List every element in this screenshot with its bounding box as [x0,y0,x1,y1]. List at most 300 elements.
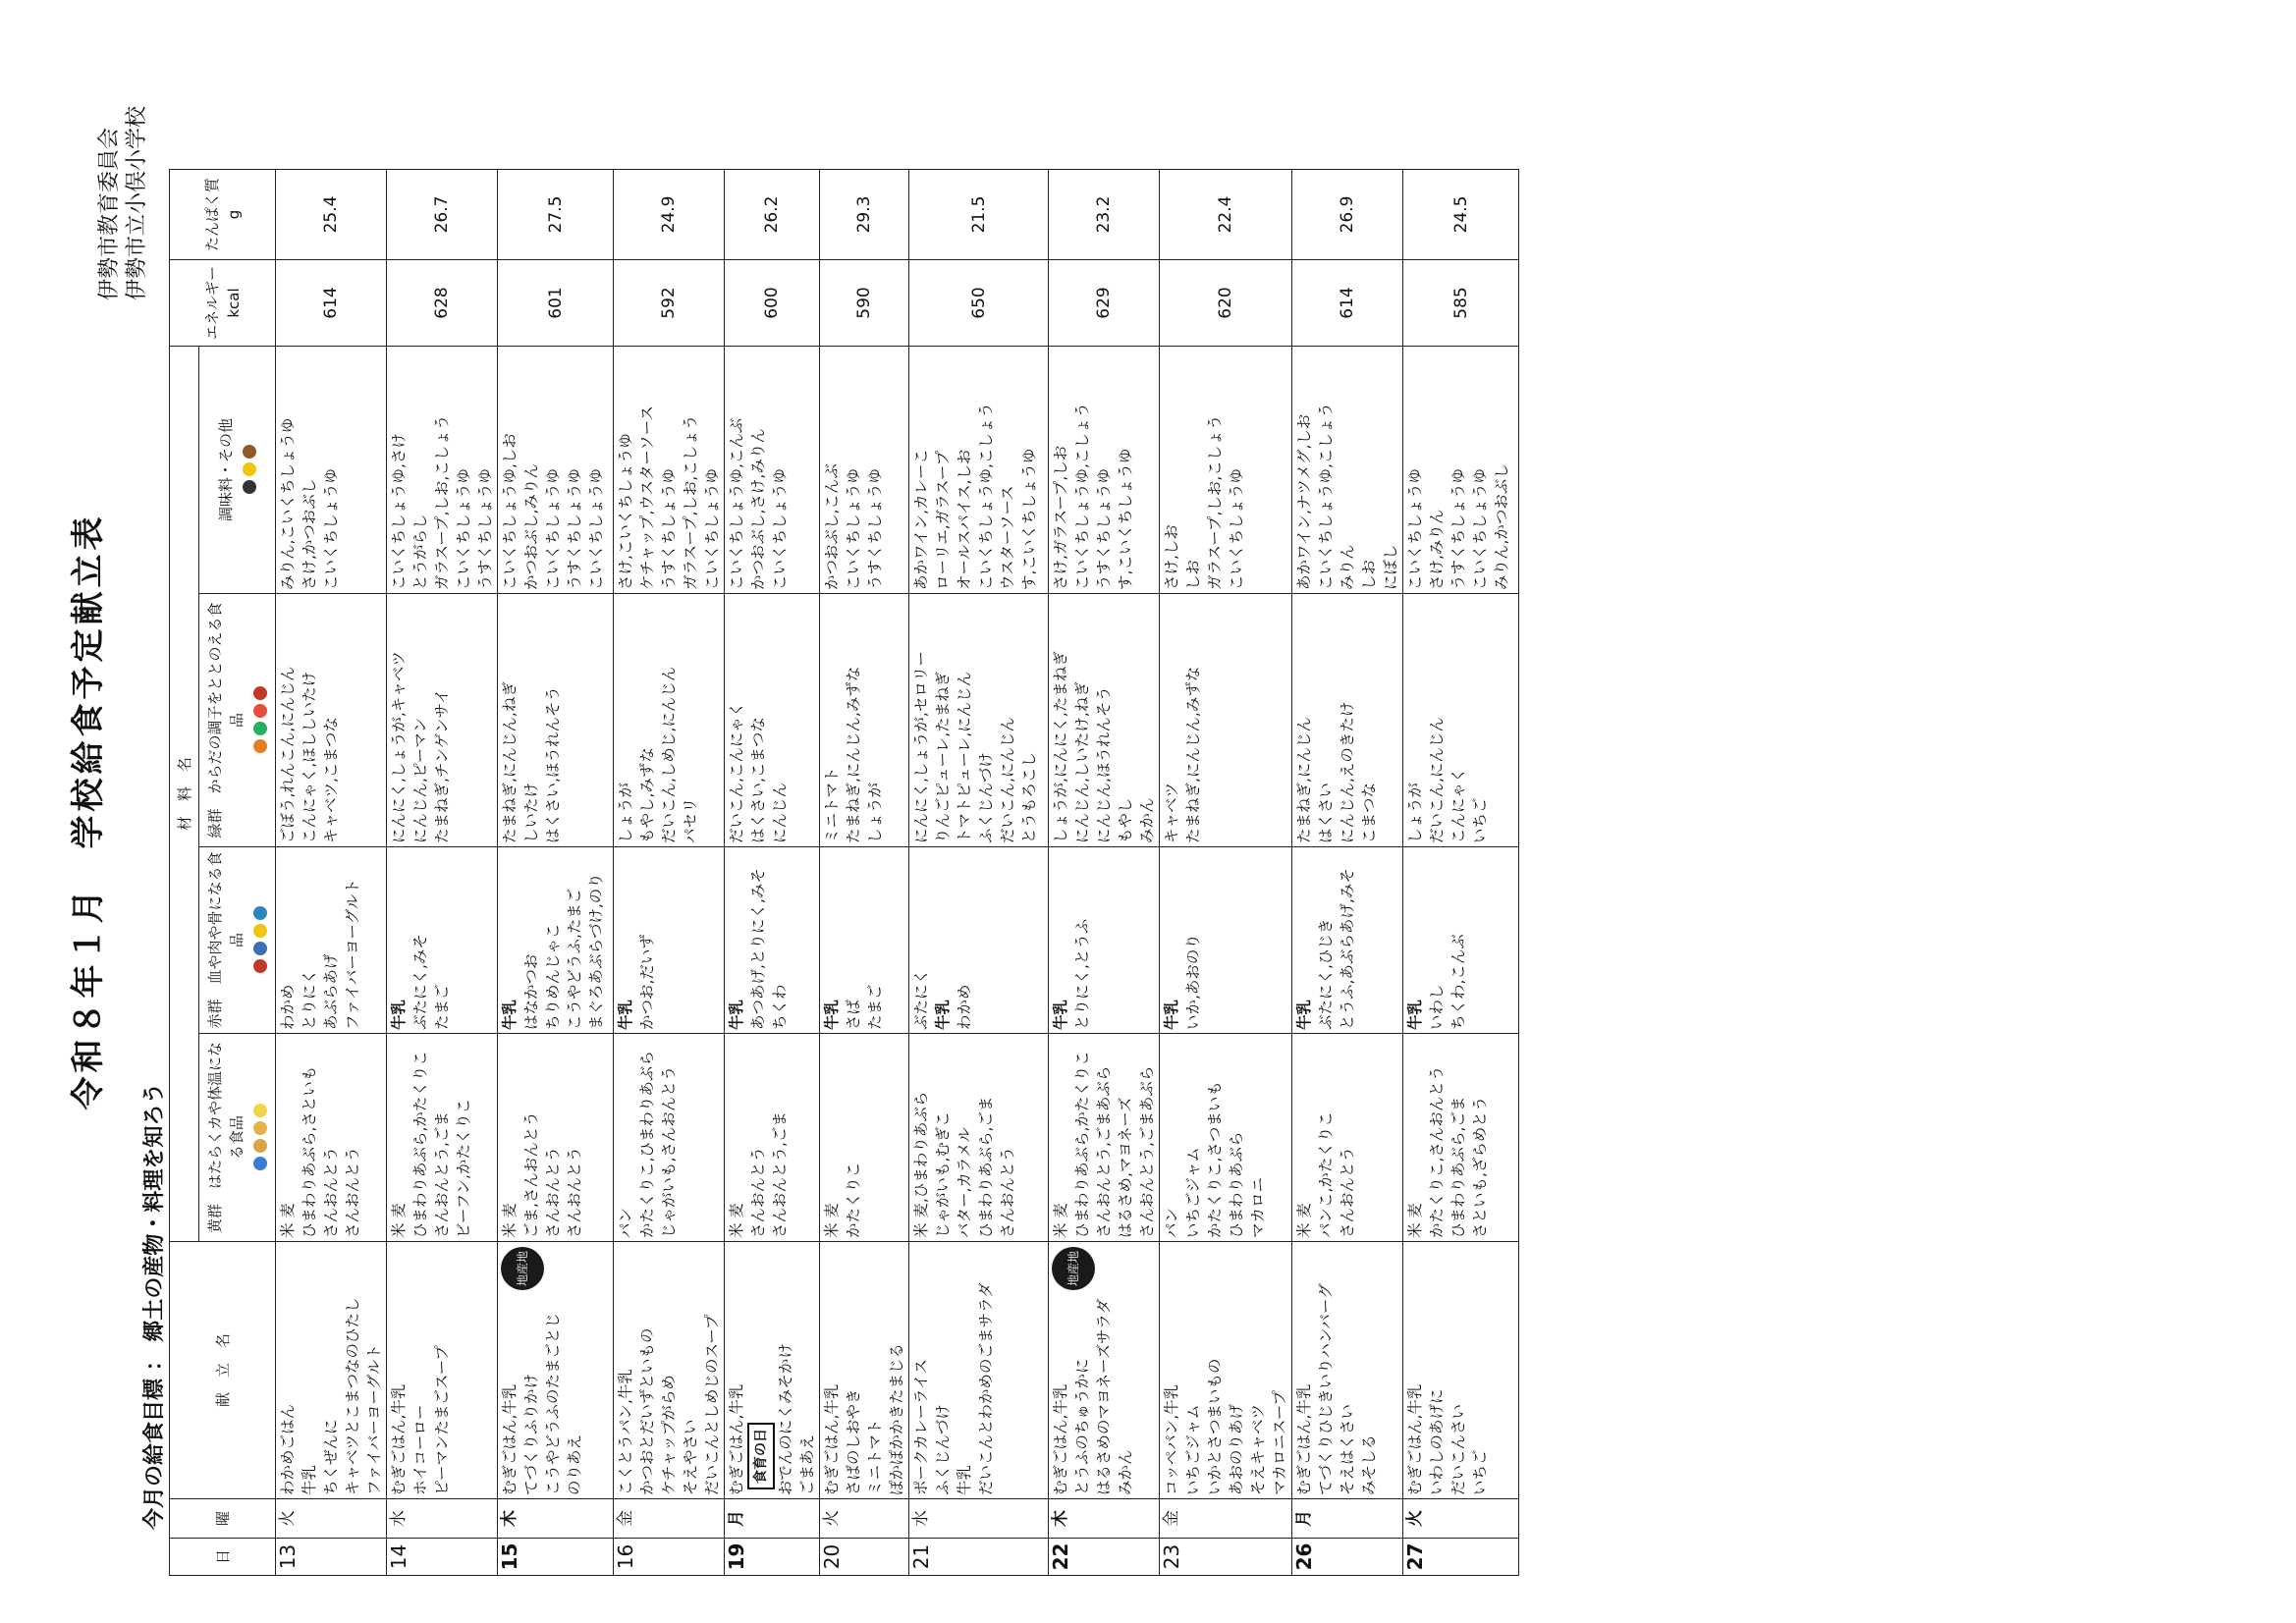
yellow-ingredient: ひまわりあぶら,ごま [1449,1096,1467,1238]
red-ingredient: ぶたにく,みそ [411,934,429,1030]
green-ingredient: こんにゃく [1449,767,1467,843]
yellow-ingredient: 米 麦 [501,1203,519,1238]
yellow-ingredients-cell [1292,1034,1403,1242]
dish-name: わかめごはん [279,1403,297,1495]
red-ingredients-cell [276,847,387,1034]
seasoning-ingredient: こいくちしょうゆ [322,467,340,590]
menu-cell [498,1242,614,1499]
yellow-ingredients-cell [1160,1034,1292,1242]
dish-name: キャベツとこまつなのひたし [344,1297,361,1495]
green-ingredient: だいこん,にんじん [1428,717,1446,843]
seasoning-ingredient: こいくちしょうゆ,こんぶ [728,417,745,590]
seasoning-ingredient: ローリエ,ガラスープ [934,450,952,590]
green-ingredient: しょうが,にんにく,たまねぎ [1052,651,1069,843]
header-ingredients: 材 料 名 [170,346,199,1241]
green-ingredient: キャベツ,こまつな [322,717,340,843]
menu-cell [614,1242,725,1499]
red-ingredient: ちくわ,こんぶ [1449,934,1467,1030]
seasoning-ingredient: こいくちしょうゆ [1406,467,1424,590]
date-cell [1049,1539,1160,1576]
dish-name: こうやどうふのたまごとじ [544,1312,562,1495]
yellow-ingredient: 米 麦 [390,1203,408,1238]
weekday-label: 水 [911,1510,931,1527]
energy-value: 620 [1160,259,1292,346]
date-number: 14 [387,1543,410,1570]
energy-value: 628 [387,259,498,346]
protein-value: 26.7 [387,169,498,259]
table-row [1292,169,1403,1575]
red-ingredient: 牛乳 [823,999,841,1030]
weekday-label: 月 [727,1510,746,1527]
green-ingredient: にんにく,しょうが,セロリー [912,651,930,843]
green-ingredient: こんにゃく,ほししいたけ [301,671,318,843]
weekday-label: 金 [1162,1510,1181,1527]
header-protein: たんぱく質 g [170,169,276,259]
yellow-ingredient: さんおんとう [749,1146,767,1238]
seasoning-ingredient: ケチャップ,ウスターソース [638,406,656,590]
seasoning-ingredient: かつおぶし,さけ,みりん [749,428,767,590]
yellow-ingredients-cell [276,1034,387,1242]
yellow-ingredient: ひまわりあぶら [1228,1131,1245,1238]
date-cell [820,1539,909,1576]
green-ingredients-cell [1049,594,1160,847]
date-number: 27 [1403,1542,1427,1571]
yellow-ingredient: さんおんとう,ごまあぶら [1095,1065,1113,1238]
red-ingredient: 牛乳 [1163,999,1180,1030]
red-ingredient: さば [845,999,862,1030]
seasoning-ingredient: こいくちしょうゆ,しお [501,433,519,590]
dish-name: とうふのちゅうかに [1073,1358,1091,1495]
weekday-label: 火 [1405,1510,1425,1527]
salt-icon [243,463,256,477]
yellow-ingredient: バター,カラメル [956,1127,973,1238]
green-ingredients-cell [820,594,909,847]
date-number: 20 [820,1543,844,1570]
seasoning-ingredient: オールスパイス,しお [956,449,973,590]
weekday-cell [614,1499,725,1539]
seasoning-ingredient: こいくちしょうゆ [845,467,862,590]
protein-value: 24.9 [614,169,725,259]
yellow-ingredient: さんおんとう,ごまあぶら [1138,1065,1156,1238]
red-ingredients-cell [1049,847,1160,1034]
green-ingredient: トマトピューレ,にんじん [956,671,973,843]
dish-name: マカロニスープ [1271,1390,1288,1495]
red-ingredient: ぶたにく [912,968,930,1030]
yellow-ingredient: かたくりこ,さつまいも [1206,1081,1224,1238]
green-ingredient: ふくじんづけ [977,752,995,843]
green-ingredient: はくさい [1317,782,1335,843]
yellow-ingredient: 米 麦 [728,1203,745,1238]
weekday-cell [1160,1499,1292,1539]
weekday-cell [276,1499,387,1539]
seasoning-ingredient: さけ,みりん [1428,509,1446,590]
green-ingredient: にんじん,えのきたけ [1339,701,1356,843]
dish-name: てづくりひじきいりハンバーグ [1317,1283,1335,1495]
dish-name: ケチャップがらめ [660,1375,678,1495]
dish-name: だいこんさい [1449,1403,1467,1495]
butter-icon [253,1105,267,1118]
red-ingredients-cell [725,847,820,1034]
seasoning-ingredient: こいくちしょうゆ,こしょう [1073,403,1091,590]
green-ingredient: にんにく,しょうが,キャベツ [390,651,408,843]
header-yellow: 黄群 はたらくカや体温になる食品 [199,1034,276,1242]
weekday-cell [1049,1499,1160,1539]
yellow-ingredient: さんおんとう [1339,1146,1356,1238]
red-food-icons [249,850,271,1030]
seasoning-ingredients-cell [1049,346,1160,593]
dish-name: だいこんとわかめのごまサラダ [977,1282,995,1495]
red-ingredient: たまご [433,984,451,1030]
header-energy: エネルギー kcal [170,259,276,346]
tomato-icon [253,705,267,719]
dish-name: むぎごはん,牛乳 [1406,1383,1424,1495]
seasoning-ingredient: す,こいくちしょうゆ [1117,448,1134,590]
red-ingredient: はなかつお [522,953,540,1030]
green-ingredient: たまねぎ,にんじん [1295,717,1313,843]
dish-name: そえキャベツ [1249,1403,1267,1495]
red-ingredients-cell [909,847,1049,1034]
red-ingredient: ちりめんじゃこ [544,923,562,1030]
miso-icon [243,446,256,460]
seasoning-ingredient: こいくちしょうゆ [1228,467,1245,590]
seasoning-ingredient: さけ,ガラスープ,しお [1052,445,1069,590]
table-row [725,169,820,1575]
menu-cell [387,1242,498,1499]
date-number: 16 [614,1543,637,1570]
dish-name: 牛乳 [301,1464,318,1495]
org-line-1: 伊勢市教育委員会 [97,128,122,301]
date-cell [909,1539,1049,1576]
seasoning-ingredient: こいくちしょうゆ [544,467,562,590]
green-ingredient: パセリ [682,797,699,843]
red-ingredient: わかめ [279,984,297,1030]
date-cell [614,1539,725,1576]
seasoning-ingredient: こいくちしょうゆ,さけ [390,433,408,590]
potato-icon [253,1122,267,1136]
seasoning-ingredients-cell [614,346,725,593]
cabbage-icon [253,723,267,736]
dish-name: おでんのにくみそかけ [777,1343,794,1495]
green-ingredient: にんじん [771,782,789,843]
yellow-ingredient: ひまわりあぶら,かたくりこ [411,1051,429,1238]
header-weekday: 曜 [170,1499,276,1539]
yellow-ingredient: 米 麦 [279,1203,297,1238]
page-title: 令和８年１月 学校給食予定献立表 [69,513,108,1110]
seasoning-ingredient: ガラスープ,しお,こしょう [682,414,699,590]
red-ingredient: ファイバーヨーグルト [344,879,361,1030]
org-line-2: 伊勢市立小俣小学校 [125,106,149,301]
green-ingredient: しょうが [617,782,634,843]
soy-sauce-icon [243,481,256,495]
energy-value: 629 [1049,259,1160,346]
seasoning-ingredient: こいくちしょうゆ [1471,467,1489,590]
weekday-label: 木 [500,1510,519,1527]
dish-name: コッペパン,牛乳 [1163,1383,1180,1495]
green-ingredients-cell [1292,594,1403,847]
red-ingredients-cell [1292,847,1403,1034]
red-ingredient: こうやどうふ,たまご [566,888,583,1030]
menu-cell [1292,1242,1403,1499]
seasoning-ingredient: みりん,かつおぶし [1493,463,1510,590]
yellow-ingredient: ひまわりあぶら,さといも [301,1065,318,1238]
green-ingredients-cell [498,594,614,847]
green-ingredient: たまねぎ,にんじん,みずな [1184,666,1202,843]
date-cell [498,1539,614,1576]
yellow-ingredient: パンこ,かたくりこ [1317,1111,1335,1238]
weekday-cell [1292,1499,1403,1539]
table-row [387,169,498,1575]
menu-table-body [276,169,1519,1575]
green-ingredients-cell [1160,594,1292,847]
protein-value: 29.3 [820,169,909,259]
yellow-ingredient: ひまわりあぶら,ごま [977,1096,995,1238]
header-green: 緑群 からだの調子をととのえる食品 [199,594,276,847]
yellow-ingredients-cell [1049,1034,1160,1242]
red-ingredient: まぐろあぶらづけ,のり [587,873,605,1030]
date-number: 19 [725,1542,748,1571]
yellow-ingredient: さんおんとう,ごま [771,1111,789,1238]
dish-name: ホイコーロー [411,1404,429,1495]
weekday-label: 木 [1051,1510,1070,1527]
table-row [1160,169,1292,1575]
seasoning-ingredient: ガラスープ,しお,こしょう [433,414,451,590]
seasoning-ingredient: うすくちしょうゆ [866,467,884,590]
date-number: 15 [498,1542,521,1571]
energy-value: 614 [1292,259,1403,346]
goal-text: 郷土の産物・料理を知ろう [142,1082,167,1342]
date-number: 13 [276,1543,300,1570]
green-ingredients-cell [1403,594,1519,847]
green-ingredient: こまつな [1360,782,1378,843]
weekday-label: 火 [822,1510,842,1527]
red-ingredient: いか,あおのり [1184,934,1202,1030]
yellow-ingredient: パン [617,1207,634,1238]
dish-name: いちご [1471,1449,1489,1495]
table-row [276,169,387,1575]
fish-icon [253,943,267,956]
seasoning-icons [239,350,260,590]
yellow-ingredients-cell [820,1034,909,1242]
dish-name: ぽかぽかかきたまじる [888,1342,905,1495]
menu-cell [1049,1242,1160,1499]
dish-name: むぎごはん,牛乳 [1295,1383,1313,1495]
dish-name: のりあえ [566,1434,583,1495]
green-ingredient: にんじん,ほうれんそう [1095,686,1113,843]
red-ingredient: たまご [866,984,884,1030]
red-ingredients-cell [1403,847,1519,1034]
seasoning-ingredient: こいくちしょうゆ [771,467,789,590]
red-ingredients-cell [1160,847,1292,1034]
yellow-ingredients-cell [498,1034,614,1242]
dish-name: むぎごはん,牛乳 [1052,1383,1069,1495]
green-ingredient: もやし,みずな [638,747,656,843]
red-ingredient: かつお,だいず [638,934,656,1030]
weekday-label: 火 [278,1510,298,1527]
dish-name: ピーマンたまごスープ [433,1345,451,1495]
green-ingredient: ミニトマト [823,767,841,843]
yellow-ingredient: さんおんとう [544,1146,562,1238]
energy-value: 601 [498,259,614,346]
red-ingredient: ぶたにく,ひじき [1317,918,1335,1030]
red-ingredients-cell [820,847,909,1034]
date-cell [276,1539,387,1576]
seasoning-ingredient: あかワイン,ナツメグ,しお [1295,413,1313,590]
weekday-cell [498,1499,614,1539]
protein-value: 26.9 [1292,169,1403,259]
menu-cell [1403,1242,1519,1499]
energy-value: 614 [276,259,387,346]
weekday-cell [725,1499,820,1539]
yellow-ingredient: じゃがいも,さんおんとう [660,1065,678,1238]
seasoning-ingredient: さけ,しお [1163,524,1180,590]
green-ingredient: しいたけ [522,782,540,843]
yellow-ingredient: さんおんとう,ごま [433,1111,451,1238]
red-ingredients-cell [387,847,498,1034]
seasoning-ingredient: こいくちしょうゆ,こしょう [977,403,995,590]
menu-cell [725,1242,820,1499]
date-cell [1403,1539,1519,1576]
seasoning-ingredient: ガラスープ,しお,こしょう [1206,414,1224,590]
milk-icon [253,907,267,921]
yellow-ingredient: 米 麦 [1295,1203,1313,1238]
red-ingredients-cell [498,847,614,1034]
seasoning-ingredient: こいくちしょうゆ [587,467,605,590]
seasoning-ingredients-cell [725,346,820,593]
protein-value: 23.2 [1049,169,1160,259]
energy-value: 600 [725,259,820,346]
red-ingredient: あつあげ,とりにく,みそ [749,868,767,1030]
seasoning-ingredient: ウスターソース [999,485,1016,590]
dish-name: いわしのあげに [1428,1388,1446,1495]
yellow-ingredient: さといも,ざらめとう [1471,1096,1489,1238]
weekday-cell [909,1499,1049,1539]
green-ingredient: とうもろこし [1020,751,1038,843]
red-ingredient: 牛乳 [934,999,952,1030]
protein-value: 26.2 [725,169,820,259]
dish-name: 牛乳 [956,1464,973,1495]
date-number: 26 [1292,1542,1316,1571]
egg-icon [253,925,267,939]
seasoning-ingredient: うすくちしょうゆ [660,467,678,590]
yellow-ingredient: かたくりこ [845,1162,862,1238]
yellow-ingredients-cell [909,1034,1049,1242]
red-ingredient: あぶらあげ [322,953,340,1030]
dish-name: むぎごはん,牛乳 [823,1383,841,1495]
seasoning-ingredient: うすくちしょうゆ [1095,467,1113,590]
yellow-ingredients-cell [387,1034,498,1242]
red-ingredient: いわし [1428,984,1446,1030]
red-ingredient: 牛乳 [728,999,745,1030]
yellow-ingredients-cell [725,1034,820,1242]
green-ingredient: しょうが [866,782,884,843]
weekday-label: 金 [616,1510,635,1527]
table-row [498,169,614,1575]
seasoning-ingredients-cell [1403,346,1519,593]
menu-cell [909,1242,1049,1499]
yellow-ingredient: かたくりこ,さんおんとう [1428,1065,1446,1238]
goal-label: 今月の給食目標 [142,1378,167,1530]
dish-name: てづくりふりかけ [522,1373,540,1495]
seasoning-ingredient: みりん,こいくちしょうゆ [279,417,297,590]
red-ingredient: 牛乳 [1052,999,1069,1030]
energy-value: 590 [820,259,909,346]
table-row [1403,169,1519,1575]
yellow-ingredient: 米 麦,ひまわりあぶら [912,1091,930,1238]
yellow-ingredient: 米 麦 [1052,1203,1069,1238]
protein-value: 21.5 [909,169,1049,259]
seasoning-ingredients-cell [276,346,387,593]
dish-name: ごまあえ [798,1434,816,1495]
dish-name: みそしる [1360,1434,1378,1495]
protein-value: 27.5 [498,169,614,259]
local-produce-stamp: 地産地消 [1052,1247,1095,1290]
seasoning-ingredients-cell [909,346,1049,593]
seasoning-ingredients-cell [387,346,498,593]
green-ingredients-cell [909,594,1049,847]
header-seasoning: 調味料・その他 [199,346,276,593]
red-ingredient: 牛乳 [1295,999,1313,1030]
dish-name: ミニトマト [866,1419,884,1495]
date-cell [725,1539,820,1576]
green-ingredient: りんごピューレ,たまねぎ [934,671,952,843]
dish-name: いかとさつまいもの [1206,1358,1224,1495]
energy-value: 592 [614,259,725,346]
seasoning-ingredient: うすくちしょうゆ [566,467,583,590]
dish-name: いちごジャム [1184,1404,1202,1495]
carrot-icon [253,740,267,754]
weekday-label: 月 [1294,1510,1314,1527]
seasoning-ingredient: とうがらし [411,514,429,590]
date-number: 21 [909,1543,933,1570]
energy-value: 650 [909,259,1049,346]
seasoning-ingredient: うすくちしょうゆ [476,467,494,590]
yellow-ingredient: はるさめ,マヨネーズ [1117,1097,1134,1238]
green-ingredient: にんじん,しいたけ,ねぎ [1073,681,1091,843]
protein-value: 22.4 [1160,169,1292,259]
green-food-icons [249,597,271,843]
dish-name: むぎごはん,牛乳 [728,1383,745,1495]
seasoning-ingredient: す,こいくちしょうゆ [1020,448,1038,590]
seasoning-ingredients-cell [1160,346,1292,593]
green-ingredient: キャベツ [1163,782,1180,843]
red-ingredient: ちくわ [771,984,789,1030]
menu-cell [820,1242,909,1499]
red-ingredient: わかめ [956,984,973,1030]
green-ingredients-cell [276,594,387,847]
table-row [909,169,1049,1575]
yellow-food-icons [249,1037,271,1238]
menu-table [169,169,1519,1576]
yellow-ingredient: ごま,さんおんとう [522,1111,540,1238]
dish-name: むぎごはん,牛乳 [390,1383,408,1495]
header-menu: 献 立 名 [170,1242,276,1499]
red-ingredient: 牛乳 [1406,999,1424,1030]
yellow-ingredient: ビーフン,かたくりこ [455,1098,472,1238]
yellow-ingredient: パン [1163,1207,1180,1238]
organization [96,106,151,300]
monthly-goal: 今月の給食目標 ： 郷土の産物・料理を知ろう [142,1082,167,1530]
seasoning-ingredient: しお [1360,559,1378,590]
yellow-ingredient: 米 麦 [1406,1203,1424,1238]
weekday-cell [1403,1499,1519,1539]
dish-name: むぎごはん,牛乳 [501,1383,519,1495]
seasoning-ingredients-cell [498,346,614,593]
yellow-ingredient: さんおんとう [322,1146,340,1238]
green-ingredient: にんじん,ピーマン [411,717,429,843]
dish-name: ファイバーヨーグルト [365,1344,383,1495]
dish-name: はるさめのマヨネーズサラダ [1095,1298,1113,1495]
green-ingredient: もやし [1117,797,1134,843]
